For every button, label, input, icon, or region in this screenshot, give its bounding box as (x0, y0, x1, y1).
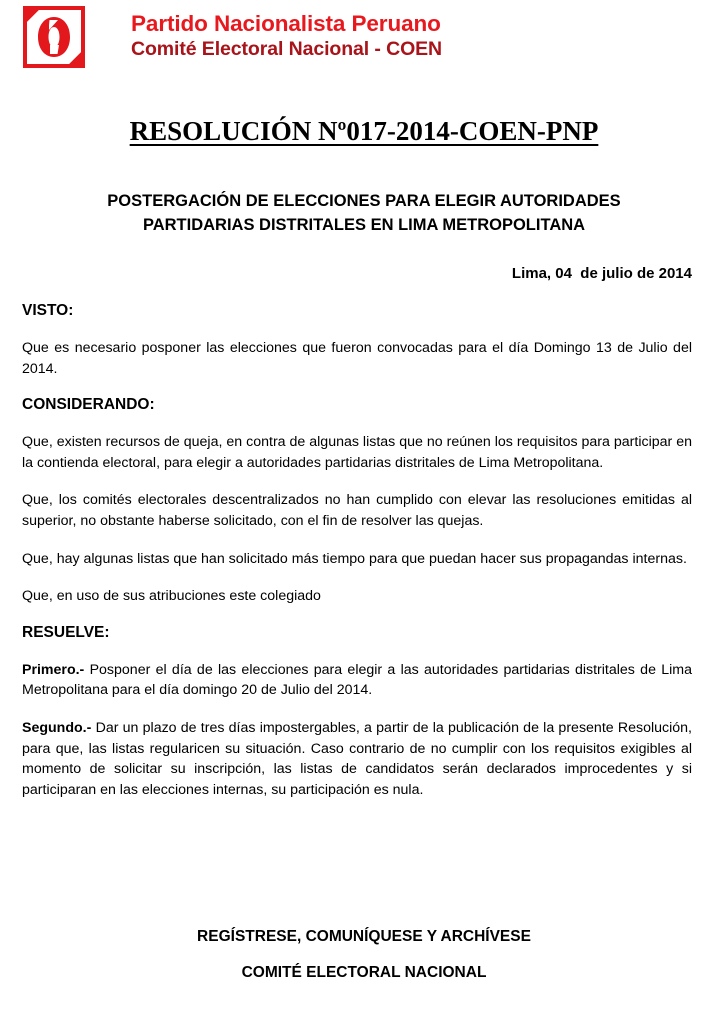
resuelve-item-segundo-label: Segundo.- (22, 719, 92, 736)
considerando-paragraph-4: Que, en uso de sus atribuciones este colegiado (22, 588, 321, 605)
party-logo (23, 6, 85, 68)
resolution-title (0, 116, 728, 147)
considerando-paragraph-3: Que, hay algunas listas que han solicitado más tiempo para que puedan hacer sus propagandas internas. (22, 550, 687, 567)
resuelve-item-segundo-text: Dar un plazo de tres días impostergables, a partir de la publicación de la presente Resolución, para que, las listas regularicen su situación. Caso contrario de no cumplir con los requisitos exigibles al momento de solicitar su inscripción, las listas de candidatos serán declarados improcedentes y si participaran en las elecciones internas, su participación es nula. (22, 719, 692, 798)
section-heading-visto: VISTO: (22, 302, 74, 319)
place-and-date: Lima, 04 de julio de 2014 (511, 265, 692, 282)
section-heading-considerando: CONSIDERANDO: (22, 396, 155, 414)
subject-line-1: POSTERGACIÓN DE ELECCIONES PARA ELEGIR AUTORIDADES (107, 192, 621, 210)
document-header (0, 0, 728, 88)
subject-line-2: PARTIDARIAS DISTRITALES EN LIMA METROPOLITANA (142, 215, 586, 234)
resuelve-item-segundo (22, 718, 692, 800)
organization-subunit: Comité Electoral Nacional - COEN (131, 38, 443, 61)
organization-titles (131, 12, 442, 60)
resolution-subject (20, 190, 708, 238)
organization-name: Partido Nacionalista Peruano (131, 11, 441, 36)
visto-paragraph: Que es necesario posponer las elecciones que fueron convocadas para el día Domingo 13 de Julio del 2014. (22, 340, 692, 377)
document-body (22, 302, 692, 817)
resolution-title-text: RESOLUCIÓN Nº017-2014-COEN-PNP (129, 116, 599, 146)
logo-o-mark-icon (36, 16, 72, 58)
closing-formula: REGÍSTRESE, COMUNÍQUESE Y ARCHÍVESE (197, 928, 531, 945)
resuelve-item-primero-label: Primero.- (22, 661, 85, 678)
resuelve-item-primero (22, 660, 692, 701)
section-heading-resuelve: RESUELVE: (22, 623, 110, 641)
considerando-paragraph-1: Que, existen recursos de queja, en contra de algunas listas que no reúnen los requisitos para participar en la contienda electoral, para elegir a autoridades partidarias distritales de Lima Metropolitana. (22, 434, 692, 471)
signatory-body: COMITÉ ELECTORAL NACIONAL (241, 964, 487, 981)
considerando-paragraph-2: Que, los comités electorales descentralizados no han cumplido con elevar las resoluciones emitidas al superior, no obstante haberse solicitado, con el fin de resolver las quejas. (22, 492, 692, 529)
resuelve-item-primero-text: Posponer el día de las elecciones para elegir a las autoridades partidarias distritales de Lima Metropolitana para el día domingo 20 de Julio del 2014. (22, 661, 692, 699)
